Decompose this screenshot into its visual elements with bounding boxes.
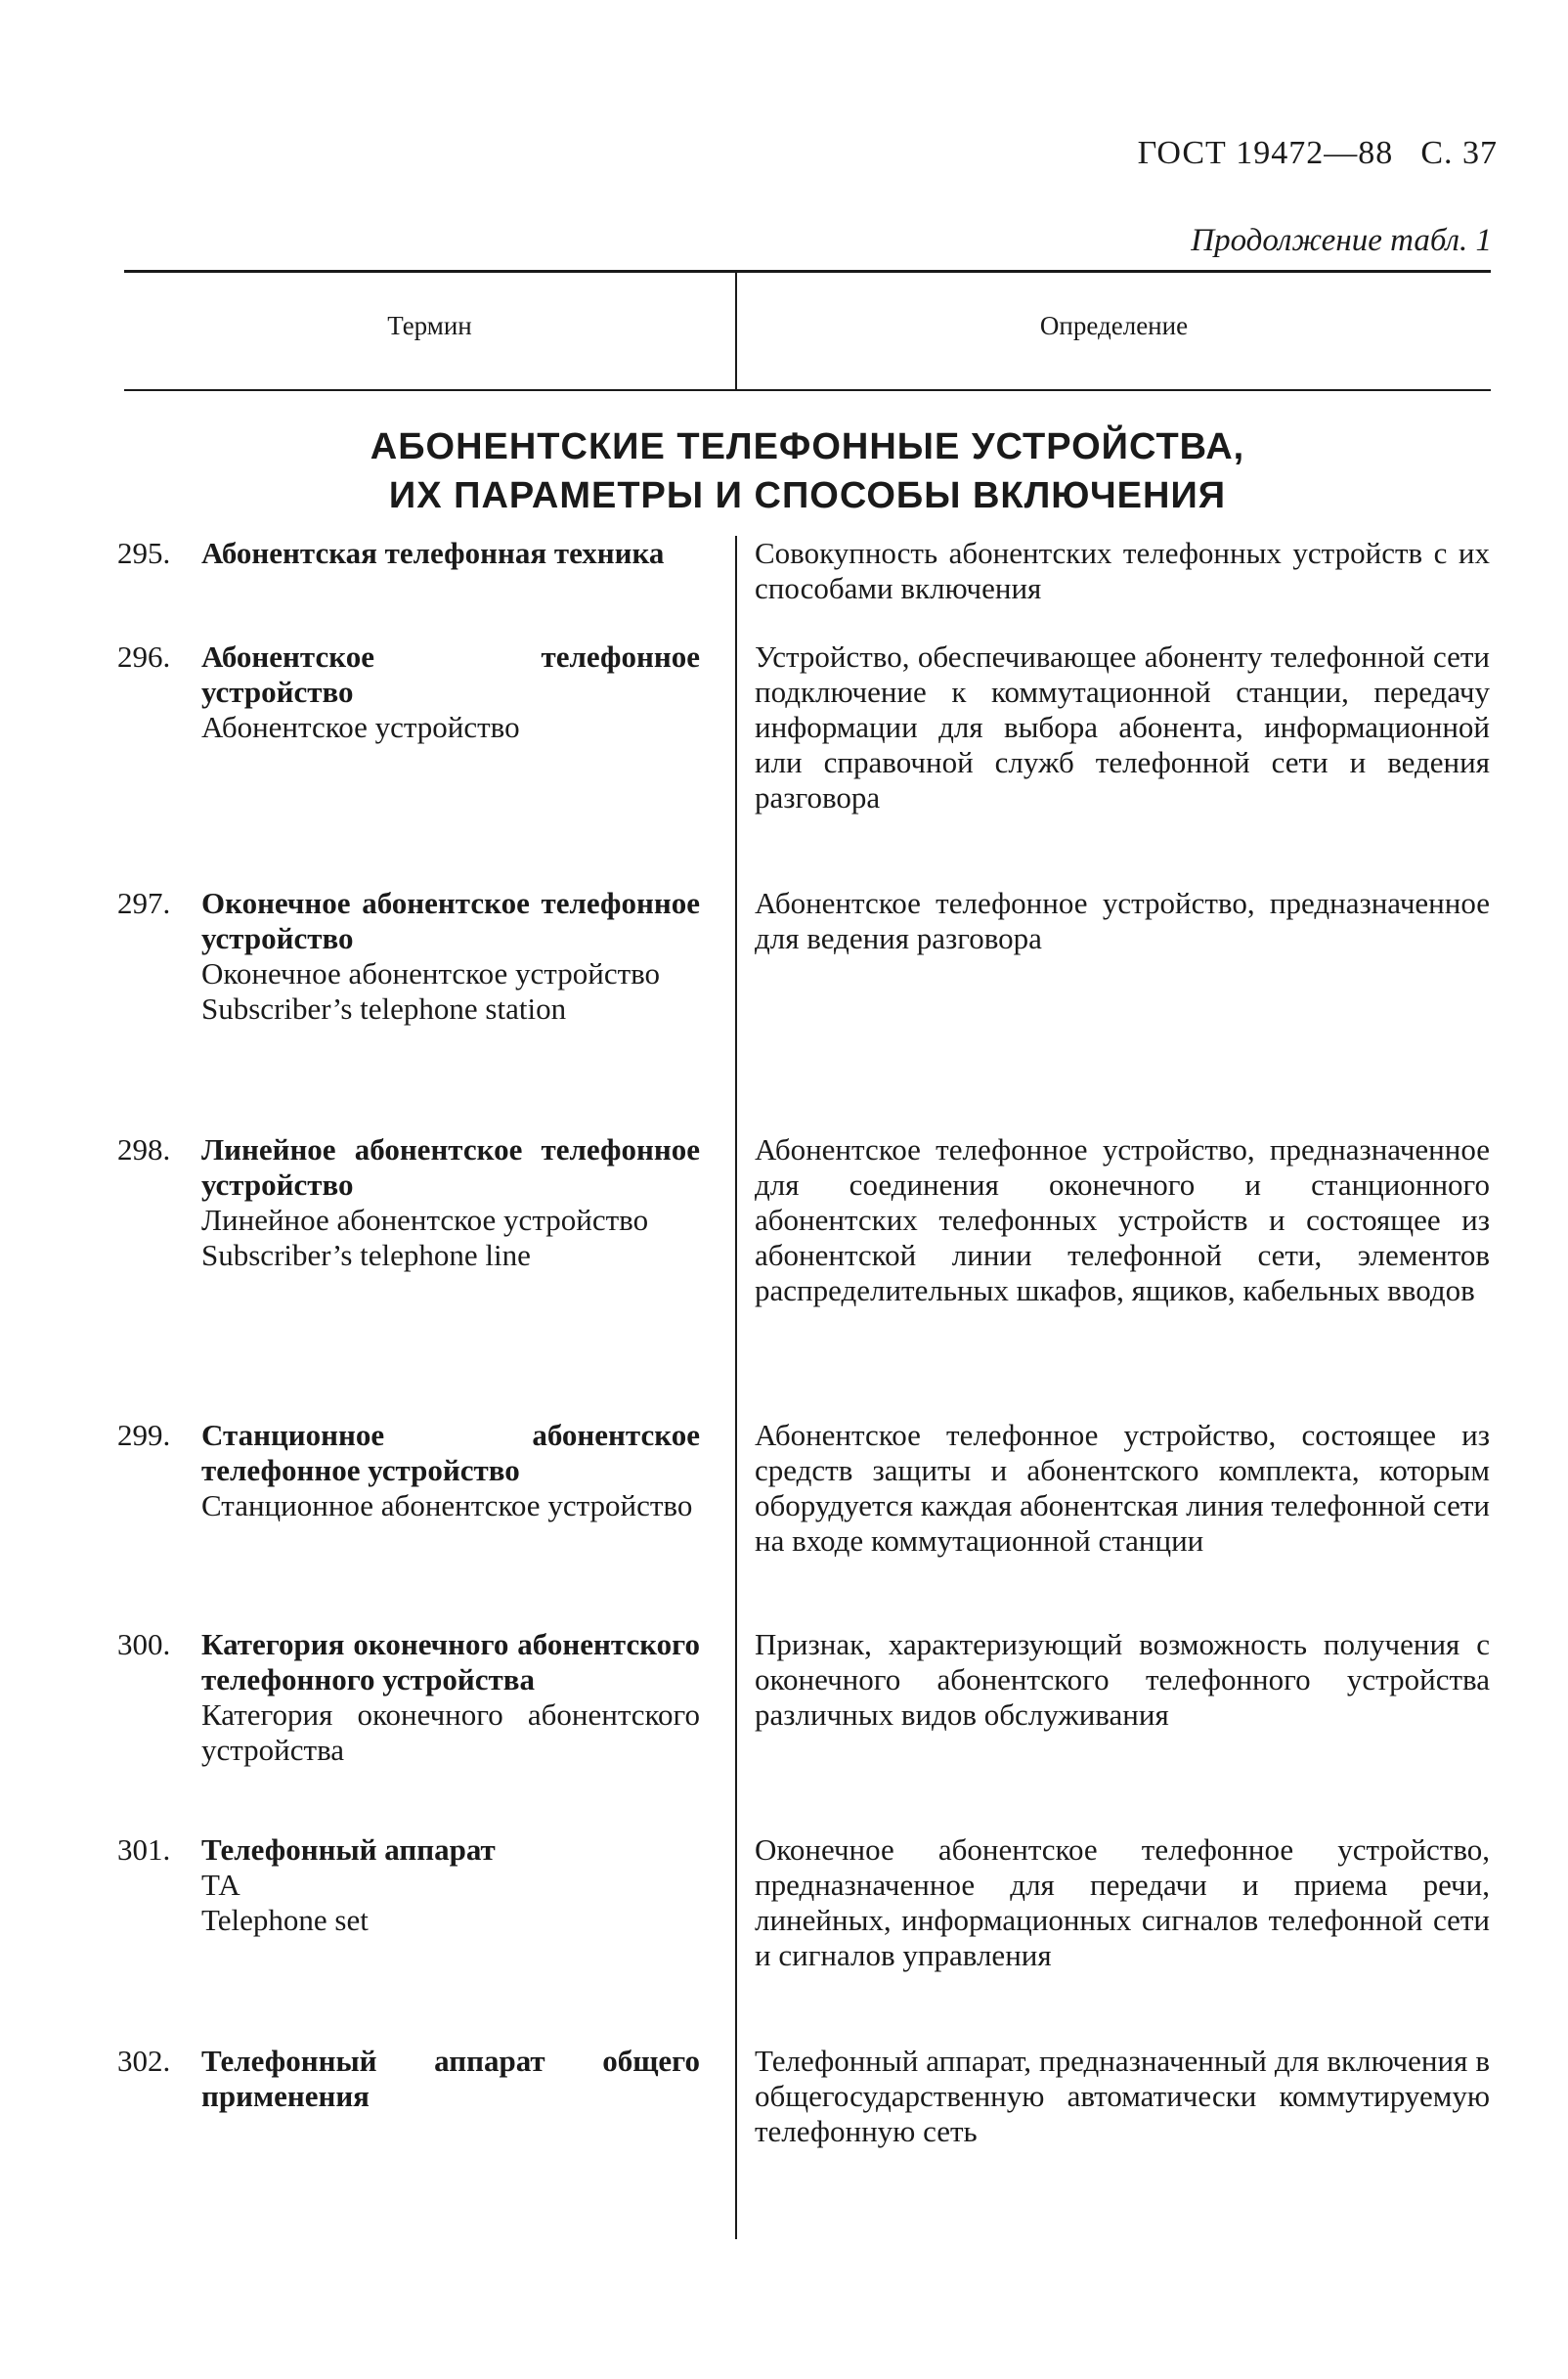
entry-number: 295. — [117, 536, 171, 570]
definition-cell: Абонентское телефонное устройство, состоящее из средств защиты и абонентского комплекта, которым оборудуется каждая абонентская линия телефонной сети на входе коммутационной станции — [755, 1418, 1490, 1558]
term-cell — [201, 536, 700, 571]
entry-number: 299. — [117, 1418, 171, 1452]
entry-number: 296. — [117, 639, 171, 674]
term-synonym: Абонентское устройство — [201, 710, 520, 744]
definition-cell: Устройство, обеспечивающее абоненту телефонной сети подключение к коммутационной станции, передачу информации для выбора абонента, информационной или справочной служб телефонной сети и ведения разговора — [755, 639, 1490, 815]
definition-cell: Абонентское телефонное устройство, предназначенное для соединения оконечного и станционного абонентских телефонных устройств и состоящее из абонентской линии телефонной сети, элементов распределительных шкафов, ящиков, кабельных вводов — [755, 1132, 1490, 1307]
table-header-rule — [124, 389, 1491, 391]
entry-number: 300. — [117, 1627, 171, 1661]
term-synonym: Категория оконечного абонентского устройства — [201, 1697, 700, 1767]
body-column-divider — [735, 536, 737, 2239]
entry-number: 298. — [117, 1132, 171, 1167]
page-header — [1138, 135, 1498, 172]
section-title-line-2: ИХ ПАРАМЕТРЫ И СПОСОБЫ ВКЛЮЧЕНИЯ — [388, 475, 1227, 516]
definition-cell: Абонентское телефонное устройство, предназначенное для ведения разговора — [755, 886, 1490, 955]
term-title: Абонентское телефонное устройство — [201, 639, 700, 709]
entry-number: 297. — [117, 886, 171, 920]
term-cell — [201, 1627, 700, 1768]
term-english: Subscriber’s telephone line — [201, 1238, 531, 1272]
page-number: С. 37 — [1420, 135, 1498, 171]
term-english: Subscriber’s telephone station — [201, 991, 567, 1026]
term-title: Телефонный аппарат — [201, 1832, 496, 1867]
term-title: Телефонный аппарат общего применения — [201, 2044, 700, 2113]
definition-cell: Телефонный аппарат, предназначенный для включения в общегосударственную автоматически коммутируемую телефонную сеть — [755, 2044, 1490, 2148]
section-title — [124, 422, 1491, 520]
term-cell — [201, 1132, 700, 1273]
term-synonym: Линейное абонентское устройство — [201, 1203, 649, 1237]
term-cell — [201, 639, 700, 745]
term-synonym: Оконечное абонентское устройство — [201, 956, 661, 991]
term-cell — [201, 1832, 700, 1938]
term-title: Линейное абонентское телефонное устройство — [201, 1132, 700, 1202]
term-synonym: ТА — [201, 1868, 240, 1902]
term-synonym: Станционное абонентское устройство — [201, 1488, 693, 1522]
term-cell — [201, 886, 700, 1027]
term-cell — [201, 2044, 700, 2114]
term-cell — [201, 1418, 700, 1523]
column-header-term: Термин — [387, 311, 472, 340]
term-title: Абонентская телефонная техника — [201, 536, 665, 570]
definition-cell: Признак, характеризующий возможность получения с оконечного абонентского телефонного устройства различных видов обслуживания — [755, 1627, 1490, 1732]
column-header-definition: Определение — [1039, 311, 1189, 340]
entry-number: 301. — [117, 1832, 171, 1867]
standard-number: ГОСТ 19472—88 — [1137, 135, 1394, 171]
term-title: Станционное абонентское телефонное устройство — [201, 1418, 700, 1487]
entry-number: 302. — [117, 2044, 171, 2078]
section-title-line-1: АБОНЕНТСКИЕ ТЕЛЕФОННЫЕ УСТРОЙСТВА, — [370, 426, 1245, 467]
table-continuation-note: Продолжение табл. 1 — [1191, 223, 1492, 258]
term-title: Оконечное абонентское телефонное устройство — [201, 886, 700, 955]
definition-cell: Оконечное абонентское телефонное устройство, предназначенное для передачи и приема речи, линейных, информационных сигналов телефонной сети и сигналов управления — [755, 1832, 1490, 1972]
term-title: Категория оконечного абонентского телефонного устройства — [201, 1627, 700, 1696]
table-top-rule — [124, 270, 1491, 273]
definition-cell: Совокупность абонентских телефонных устройств с их способами включения — [755, 536, 1490, 605]
term-english: Telephone set — [201, 1903, 369, 1937]
